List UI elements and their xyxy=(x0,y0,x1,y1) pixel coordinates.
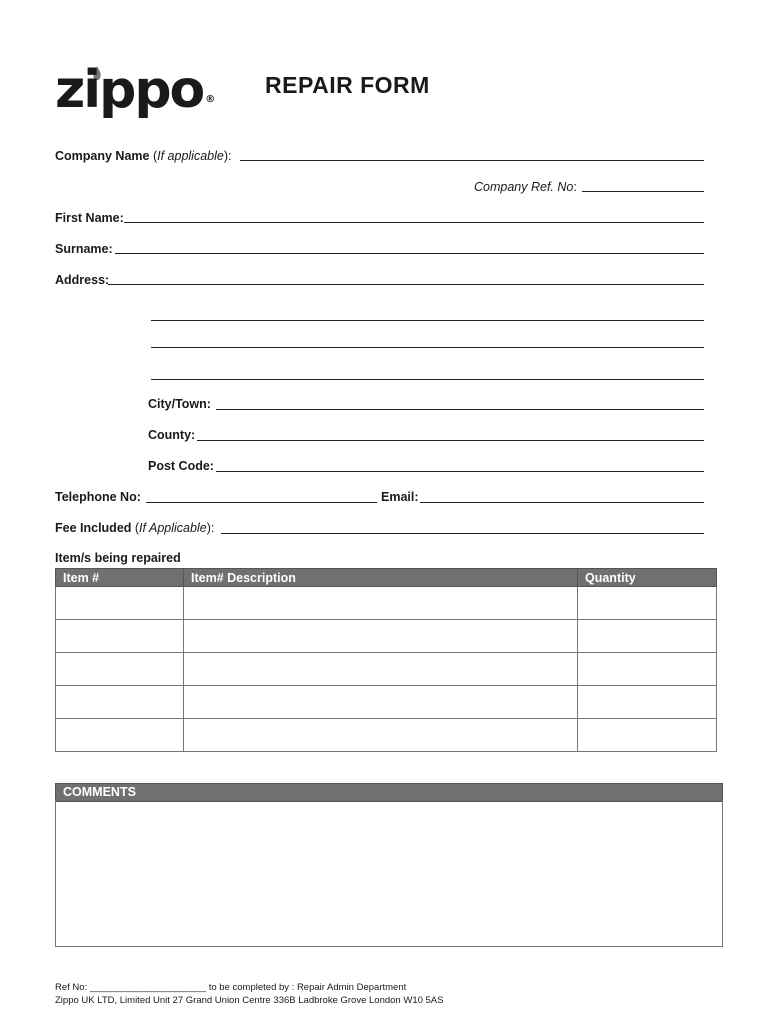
ref-blank[interactable]: ______________________ xyxy=(89,982,207,993)
address-label: Address: xyxy=(55,273,110,287)
county-label: County: xyxy=(148,428,196,442)
fee-field[interactable] xyxy=(221,533,704,534)
item-description-cell[interactable] xyxy=(184,719,578,752)
item-number-cell[interactable] xyxy=(56,620,184,653)
telephone-field[interactable] xyxy=(146,502,377,503)
city-label: City/Town: xyxy=(148,397,211,411)
page-title: REPAIR FORM xyxy=(265,72,430,98)
footer-address: Zippo UK LTD, Limited Unit 27 Grand Union Centre 336B Ladbroke Grove London W10 5AS xyxy=(55,995,444,1006)
table-row xyxy=(56,719,717,752)
item-description-cell[interactable] xyxy=(184,686,578,719)
fee-label: Fee Included (If Applicable): xyxy=(55,521,215,535)
address-field-line-1[interactable] xyxy=(108,284,704,285)
column-header-item-number: Item # xyxy=(56,569,184,587)
item-number-cell[interactable] xyxy=(56,686,184,719)
comments-header: COMMENTS xyxy=(55,783,723,802)
telephone-label: Telephone No: xyxy=(55,490,141,504)
table-row xyxy=(56,587,717,620)
city-field[interactable] xyxy=(216,409,704,410)
completed-by-text: to be completed by : Repair Admin Department xyxy=(208,982,407,993)
surname-label: Surname: xyxy=(55,242,113,256)
email-field[interactable] xyxy=(420,502,704,503)
email-label: Email: xyxy=(381,490,419,504)
item-description-cell[interactable] xyxy=(184,653,578,686)
items-table xyxy=(55,568,717,752)
footer-ref-line xyxy=(55,982,406,993)
first-name-label: First Name: xyxy=(55,211,124,225)
surname-field[interactable] xyxy=(115,253,704,254)
column-header-description: Item# Description xyxy=(184,569,578,587)
items-header-row xyxy=(56,569,717,587)
address-field-line-3[interactable] xyxy=(151,347,704,348)
column-header-quantity: Quantity xyxy=(578,569,717,587)
item-quantity-cell[interactable] xyxy=(578,686,717,719)
address-field-line-2[interactable] xyxy=(151,320,704,321)
comments-field[interactable] xyxy=(55,800,723,947)
table-row xyxy=(56,686,717,719)
postcode-label: Post Code: xyxy=(148,459,214,473)
table-row xyxy=(56,653,717,686)
item-number-cell[interactable] xyxy=(56,653,184,686)
company-name-label: Company Name (If applicable): xyxy=(55,149,232,163)
company-ref-field[interactable] xyxy=(582,191,704,192)
county-field[interactable] xyxy=(197,440,704,441)
zippo-logo: zippo ® xyxy=(55,60,216,120)
ref-label: Ref No: xyxy=(55,982,88,993)
company-name-field[interactable] xyxy=(240,160,704,161)
items-section-title: Item/s being repaired xyxy=(55,551,181,565)
item-number-cell[interactable] xyxy=(56,719,184,752)
item-quantity-cell[interactable] xyxy=(578,719,717,752)
first-name-field[interactable] xyxy=(124,222,704,223)
company-ref-label: Company Ref. No: xyxy=(474,180,577,194)
item-quantity-cell[interactable] xyxy=(578,620,717,653)
item-quantity-cell[interactable] xyxy=(578,587,717,620)
table-row xyxy=(56,620,717,653)
postcode-field[interactable] xyxy=(216,471,704,472)
item-quantity-cell[interactable] xyxy=(578,653,717,686)
address-field-line-4[interactable] xyxy=(151,379,704,380)
item-description-cell[interactable] xyxy=(184,587,578,620)
item-description-cell[interactable] xyxy=(184,620,578,653)
item-number-cell[interactable] xyxy=(56,587,184,620)
